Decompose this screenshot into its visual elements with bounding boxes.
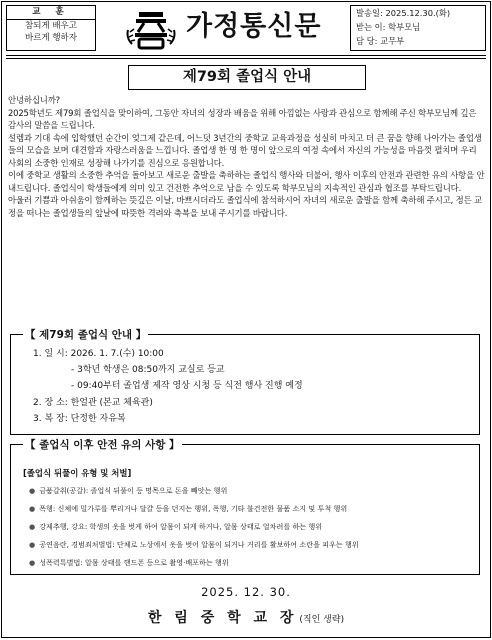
info-box-title: 【 제79회 졸업식 안내 】	[25, 329, 147, 341]
bullet-icon: ●	[29, 558, 36, 567]
header-divider	[6, 55, 486, 56]
body-paragraph: 이에 중학교 생활의 소중한 추억을 돌아보고 새로운 출발을 축하하는 졸업식 행사와 더불어, 행사 이후의 안전과 관련한 유의 사항을 안내드립니다. 졸업식이 학생들에게 의미 있고 건전한 추억으로 남을 수 있도록 학부모님의 지속적인 관심과 협조를 부탁드립니다.	[8, 170, 485, 193]
school-emblem-logo	[124, 8, 178, 50]
bullet-icon: ●	[29, 504, 36, 513]
motto-line-1: 참되게 배우고	[25, 21, 77, 31]
manager: 담 당: 교무부	[356, 36, 405, 46]
schedule-sub-item: - 3학년 학생은 08:50까지 교실로 등교	[71, 365, 225, 375]
seal-note: (직인 생략)	[299, 615, 345, 625]
schedule-item: 1. 일 시: 2026. 1. 7.(수) 10:00	[33, 349, 164, 359]
body-paragraph: 아울러 기쁨과 아쉬움이 함께하는 뜻깊은 이날, 바쁘시더라도 졸업식에 참석하시어 자녀의 새로운 출발을 함께 축하해 주시고, 정든 교정을 떠나는 졸업생들의 앞날에 따뜻한 격려와 축복을 보내 주시기를 바랍니다.	[8, 195, 482, 218]
motto-line-2: 바르게 행하자	[25, 33, 77, 43]
schedule-sub-item: - 09:40부터 졸업생 제작 영상 시청 등 식전 행사 진행 예정	[71, 381, 303, 391]
newsletter-page	[1, 1, 491, 638]
graduation-info-box	[10, 329, 480, 435]
issue-date: 발송일: 2025.12.30.(화)	[356, 8, 451, 18]
dispatch-info-box	[350, 5, 486, 51]
venue-item: 2. 장 소: 한얼관 (본교 체육관)	[33, 398, 153, 408]
motto-title: 교 훈	[7, 6, 95, 20]
newsletter-title: 가정통신문	[186, 11, 322, 42]
bullet-icon: ●	[29, 522, 36, 531]
safety-box-title: 【 졸업식 이후 안전 유의 사항 】	[25, 439, 180, 451]
newsletter-header	[2, 2, 490, 55]
principal-signature: 한 림 중 학 교 장 (직인 생략)	[147, 610, 345, 626]
safety-list-item: ● 강제추행, 강요: 학생의 옷을 벗게 하여 알몸이 되게 하거나, 알몸 상태로 얼차려를 하는 행위	[29, 522, 323, 531]
body-paragraph: 2025학년도 제79회 졸업식을 맞이하여, 그동안 자녀의 성장과 배움을 위해 아낌없는 사랑과 관심으로 함께해 주신 학부모님께 깊은 감사의 말씀을 드립니다.	[8, 107, 477, 130]
safety-list-item: ● 금품갈취(공갈): 졸업식 뒤풀이 등 명목으로 돈을 빼앗는 행위	[29, 486, 228, 495]
header-divider-double	[6, 58, 486, 59]
greeting: 안녕하십니까?	[8, 95, 60, 105]
safety-subheading: [졸업식 뒤풀이 유형 및 처벌]	[23, 468, 132, 478]
safety-notice-box	[10, 439, 480, 575]
safety-list-item: ● 성폭력특별법: 알몸 상태를 핸드폰 등으로 촬영·배포하는 행위	[29, 558, 229, 567]
letter-date: 2025. 12. 30.	[201, 585, 291, 599]
dress-code-item: 3. 복 장: 단정한 자유복	[33, 414, 126, 424]
bullet-icon: ●	[29, 540, 36, 549]
recipient: 받는 이: 학부모님	[356, 22, 421, 32]
bullet-icon: ●	[29, 486, 36, 495]
letter-body	[8, 94, 486, 219]
safety-list-item: ● 공연음란, 경범죄처벌법: 단체로 노상에서 옷을 벗어 알몸이 되거나 거리를 활보하여 소란을 피우는 행위	[29, 540, 359, 549]
body-paragraph: 설렘과 기대 속에 입학했던 순간이 엊그제 같은데, 어느덧 3년간의 중학교 교육과정을 성실히 마치고 더 큰 꿈을 향해 나아가는 졸업생들의 모습을 보며 대견함과 자랑스러움을 느낍니다. 졸업생 한 명 한 명이 앞으로의 여정 속에서 자신의 가능성을 마음껏 펼치며 우리 사회의 소중한 인재로 성장해 나가기를 진심으로 응원합니다.	[8, 132, 482, 168]
school-motto-box	[6, 5, 96, 51]
safety-list-item: ● 폭행: 신체에 밀가루를 뿌리거나 달걀 등을 던지는 행위, 폭행, 기타 불건전한 물품 소지 및 투척 행위	[29, 504, 348, 513]
page-title: 제79회 졸업식 안내	[128, 65, 366, 90]
